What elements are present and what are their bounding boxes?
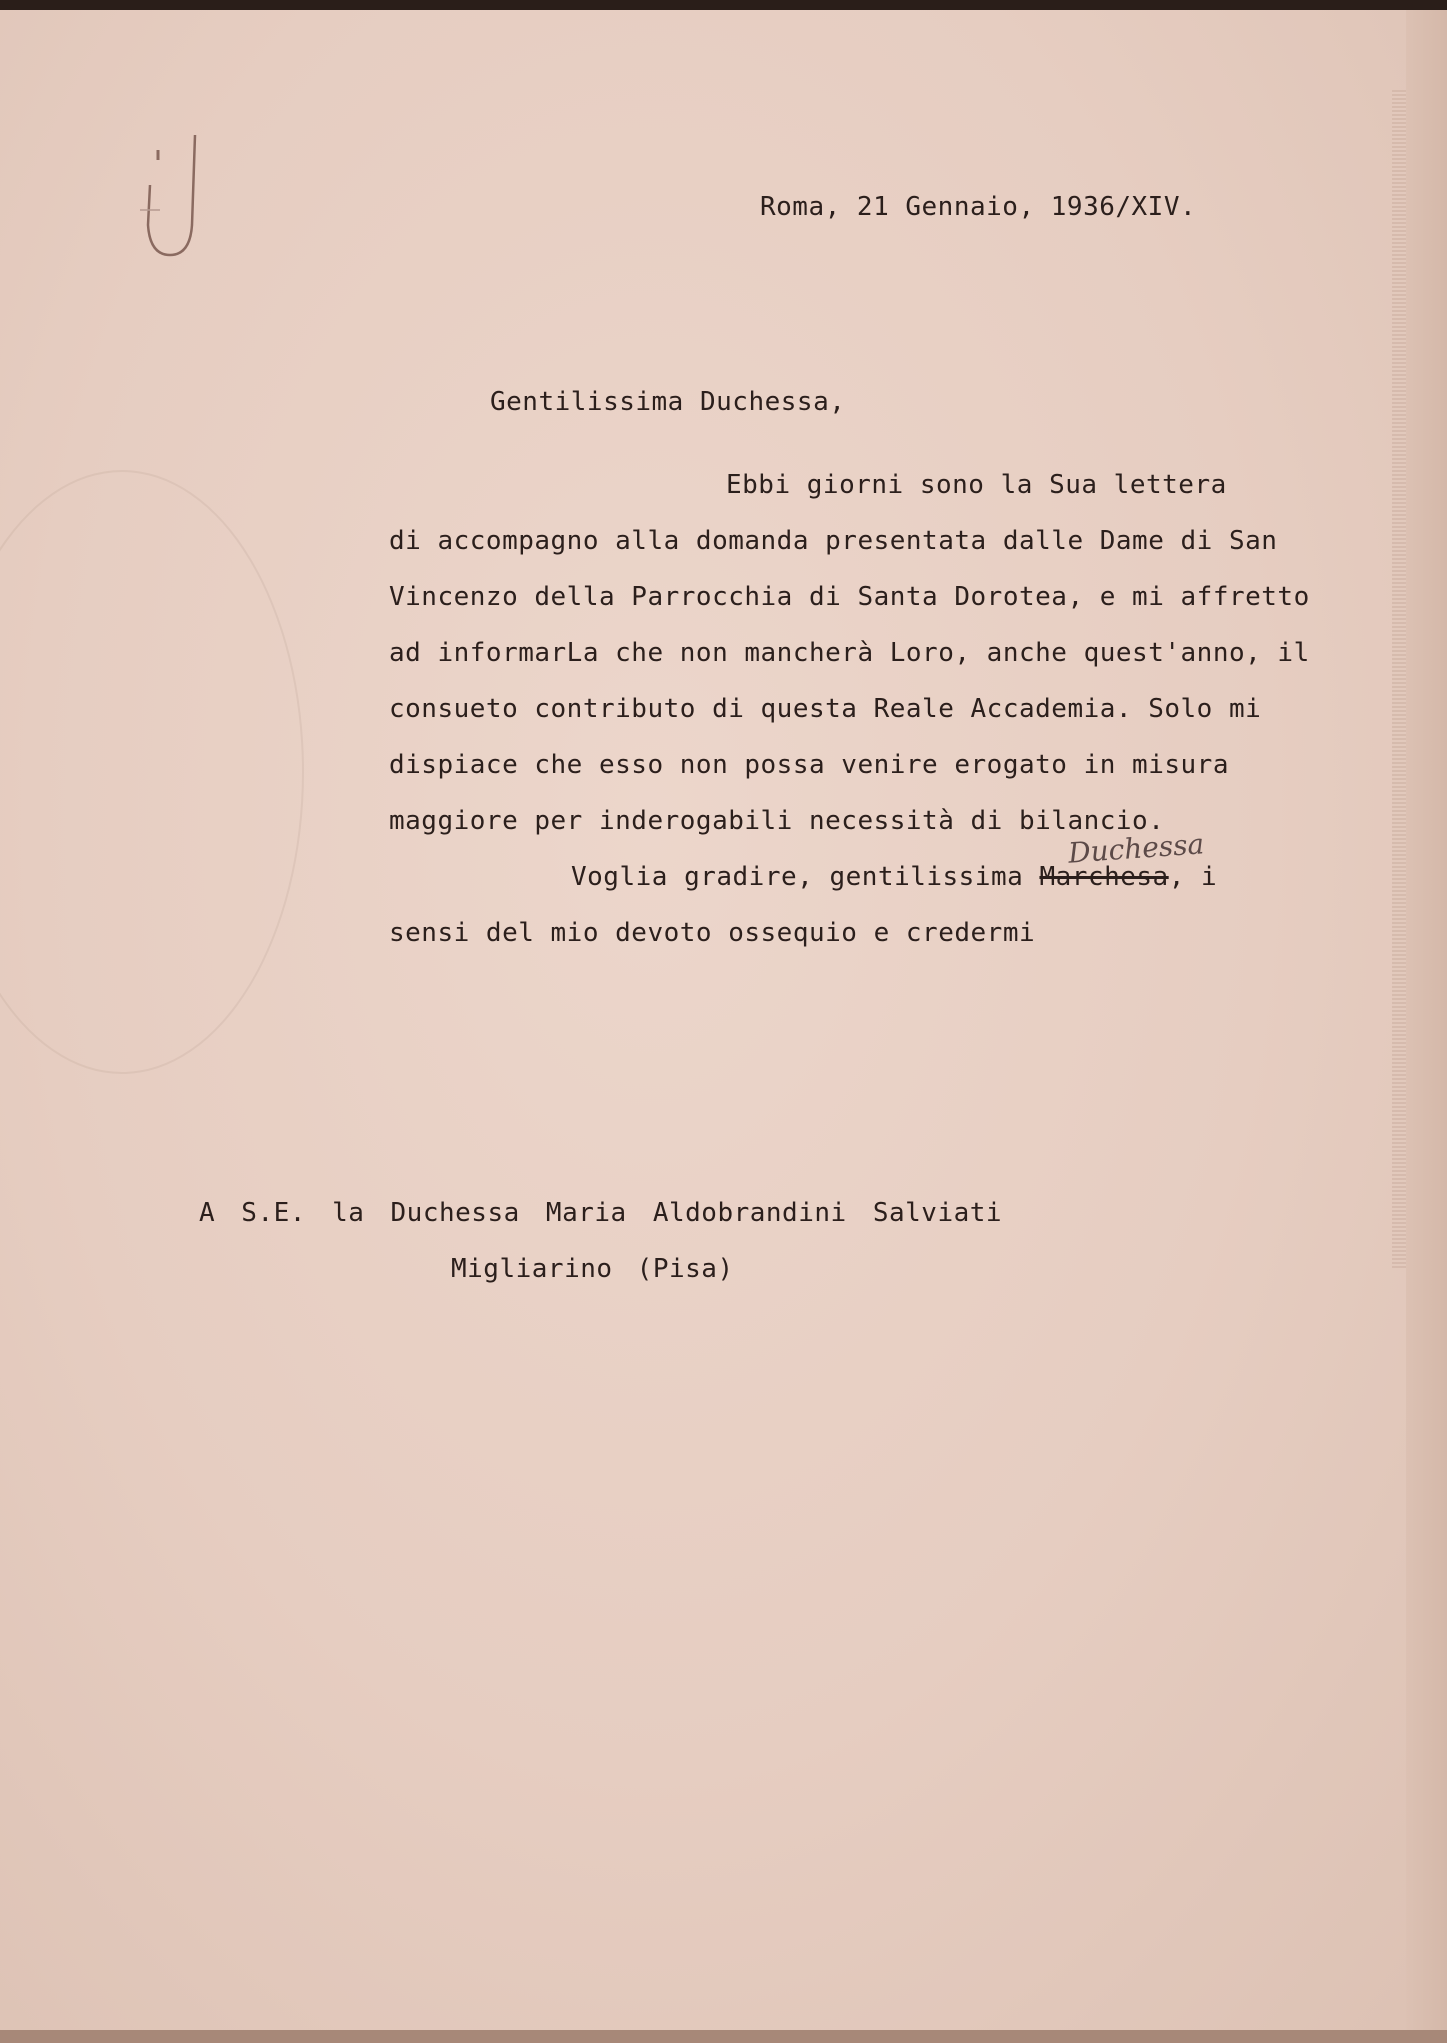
body-line-5: consueto contributo di questa Reale Accademia. Solo mi	[389, 694, 1262, 724]
handwritten-correction: Duchessa	[1067, 827, 1206, 870]
closing-suffix: , i	[1168, 862, 1218, 892]
addressee-place: Migliarino (Pisa)	[451, 1254, 734, 1284]
body-line-7: maggiore per inderogabili necessità di bilancio.	[389, 806, 1165, 836]
addressee: A S.E. la Duchessa Maria Aldobrandini Salviati	[199, 1198, 1003, 1228]
scan-top-border	[0, 0, 1447, 10]
closing-line-1	[571, 862, 1217, 892]
faint-stamp-mark	[0, 470, 304, 1074]
body-line-3: Vincenzo della Parrocchia di Santa Dorotea, e mi affretto	[389, 582, 1310, 612]
closing-prefix: Voglia gradire, gentilissima	[571, 862, 1040, 892]
letter-date: Roma, 21 Gennaio, 1936/XIV.	[760, 192, 1197, 222]
body-line-4: ad informarLa che non mancherà Loro, anche quest'anno, il	[389, 638, 1310, 668]
scan-bottom-border	[0, 2030, 1447, 2043]
letter-salutation: Gentilissima Duchessa,	[490, 387, 846, 417]
paper-right-margin	[1406, 10, 1447, 2030]
body-line-6: dispiace che esso non possa venire erogato in misura	[389, 750, 1229, 780]
struck-word: Marchesa	[1039, 862, 1169, 892]
body-line-2: di accompagno alla domanda presentata dalle Dame di San	[389, 526, 1278, 556]
paperclip-mark-icon	[140, 130, 200, 280]
paper-edge-texture	[1392, 90, 1406, 1270]
body-line-1: Ebbi giorni sono la Sua lettera	[726, 470, 1227, 500]
closing-line-2: sensi del mio devoto ossequio e credermi	[389, 918, 1036, 948]
